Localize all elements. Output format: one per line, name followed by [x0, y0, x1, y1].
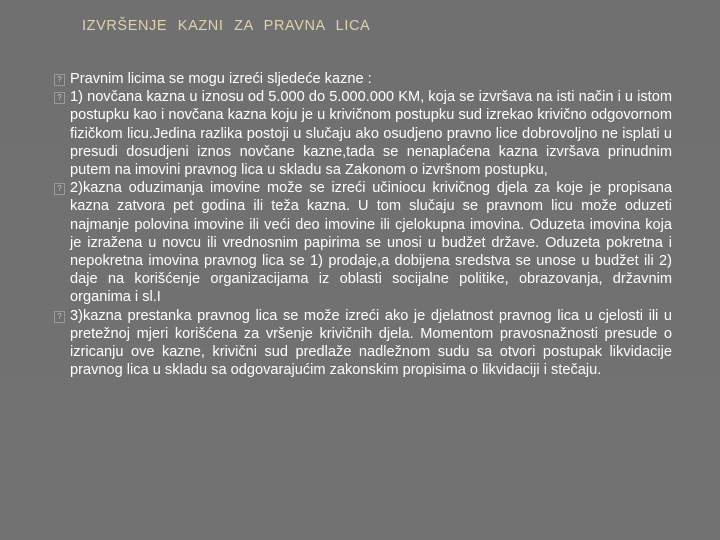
- bullet-marker-icon: ?: [54, 74, 65, 86]
- slide-title: IZVRŠENJE KAZNI ZA PRAVNA LICA: [82, 18, 371, 34]
- bullet-item-2: [57, 88, 672, 179]
- bullet-marker-icon: ?: [54, 311, 65, 323]
- bullet-text-1: Pravnim licima se mogu izreći sljedeće kazne :: [70, 71, 372, 87]
- bullet-item-4: [57, 307, 672, 380]
- bullet-text-4: 3)kazna prestanka pravnog lica se može izreći ako je djelatnost pravnog lica u cjelosti ili u pretežnoj mjeri korišćena za vršenje krivičnih djela. Momentom pravosnažnosti presude o izricanju ove kazne, krivični sud predlaže nadležnom sudu sa otvori postupak likvidacije pravnog lica u skladu sa odgovarajućim zakonskim propisima o likvidaciji i stečaju.: [70, 307, 672, 379]
- bullet-marker-icon: ?: [54, 92, 65, 104]
- bullet-item-3: [57, 179, 672, 306]
- bullet-list: [57, 70, 672, 379]
- bullet-text-3: 2)kazna oduzimanja imovine može se izreći učiniocu krivičnog djela za koje je propisana kazna zatvora pet godina ili teža kazna. U tom slučaju se pravnom licu može oduzeti najmanje polovina imovine ili veći deo imovine ili cjelokupna imovina. Oduzeta imovina koja je izražena u novcu ili vrednosnim papirima se unosi u budžet države. Oduzeta pokretna i nepokretna imovina pravnog lica se 1) prodaje,a dobijena sredstva se unose u budžet ili 2) daje na korišćenje organizacijama iz oblasti socijalne politike, obrazovanja, državnim organima i sl.I: [70, 180, 672, 306]
- bullet-text-2: 1) novčana kazna u iznosu od 5.000 do 5.000.000 KM, koja se izvršava na isti način i u istom postupku kao i novčana kazna koju je u krivičnom postupku sud izrekao krivično odgovornom fizičkom licu.Jedina razlika postoji u slučaju ako osudjeno pravno lice dobrovoljno ne isplati u presudi dosudjeni iznos novčane kazne,tada se nenaplaćena kazna izvršava prinudnim putem na imovini pravnog lica u skladu sa Zakonom o izvršnom postupku,: [70, 89, 672, 179]
- bullet-item-1: [57, 70, 672, 88]
- bullet-marker-icon: ?: [54, 183, 65, 195]
